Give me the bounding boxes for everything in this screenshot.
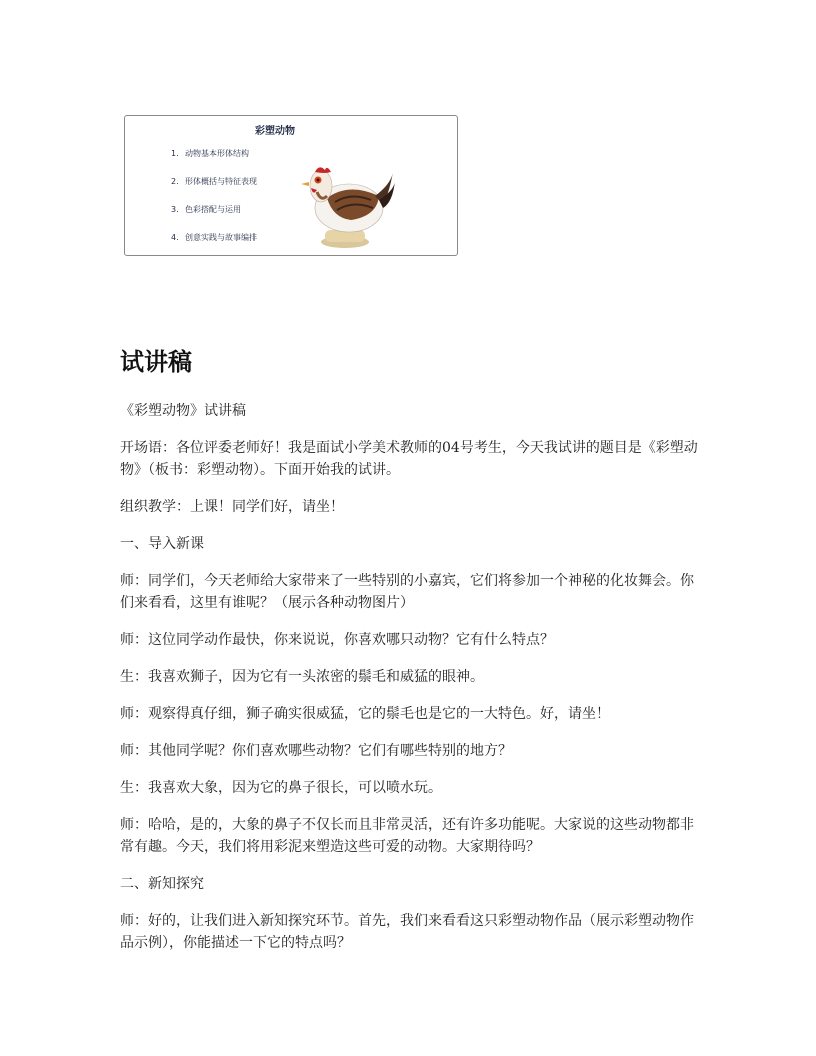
page-title: 试讲稿	[120, 348, 192, 376]
section-heading: 二、新知探究	[120, 876, 204, 892]
paragraph: 师：好的，让我们进入新知探究环节。首先，我们来看看这只彩塑动物作品（展示彩塑动物作品示例），你能描述一下它的特点吗？	[120, 913, 694, 951]
paragraph: 师：其他同学呢？你们喜欢哪些动物？它们有哪些特别的地方？	[120, 743, 512, 759]
slide-item-text: 动物基本形体结构	[185, 149, 249, 158]
lecture-script-body	[120, 400, 700, 969]
slide-item-number: 1.	[171, 149, 179, 158]
slide-outline-list	[171, 148, 257, 260]
slide-list-item	[171, 232, 257, 260]
paragraph: 组织教学：上课！同学们好，请坐！	[120, 499, 344, 515]
slide-item-number: 4.	[171, 233, 179, 242]
slide-list-item	[171, 204, 257, 232]
clay-hen-image	[297, 150, 397, 250]
slide-item-text: 创意实践与故事编排	[185, 233, 257, 242]
document-subtitle: 《彩塑动物》试讲稿	[120, 403, 246, 419]
paragraph: 师：哈哈，是的，大象的鼻子不仅长而且非常灵活，还有许多功能呢。大家说的这些动物都非常有趣。今天，我们将用彩泥来塑造这些可爱的动物。大家期待吗？	[120, 817, 694, 855]
section-heading: 一、导入新课	[120, 536, 204, 552]
paragraph: 生：我喜欢狮子，因为它有一头浓密的鬃毛和威猛的眼神。	[120, 669, 484, 685]
paragraph: 师：同学们，今天老师给大家带来了一些特别的小嘉宾，它们将参加一个神秘的化妆舞会。你们来看看，这里有谁呢？（展示各种动物图片）	[120, 573, 694, 611]
paragraph: 开场语：各位评委老师好！我是面试小学美术教师的04号考生，今天我试讲的题目是《彩塑动物》（板书：彩塑动物）。下面开始我的试讲。	[120, 440, 698, 478]
slide-item-text: 色彩搭配与运用	[185, 205, 241, 214]
slide-item-number: 3.	[171, 205, 179, 214]
slide-item-text: 形体概括与特征表现	[185, 177, 257, 186]
paragraph: 生：我喜欢大象，因为它的鼻子很长，可以喷水玩。	[120, 780, 442, 796]
slide-list-item	[171, 176, 257, 204]
paragraph: 师：观察得真仔细，狮子确实很威猛，它的鬃毛也是它的一大特色。好，请坐！	[120, 706, 610, 722]
paragraph: 师：这位同学动作最快，你来说说，你喜欢哪只动物？它有什么特点？	[120, 632, 554, 648]
lesson-slide	[124, 115, 458, 256]
slide-list-item	[171, 148, 257, 176]
slide-item-number: 2.	[171, 177, 179, 186]
slide-title: 彩塑动物	[255, 126, 295, 137]
